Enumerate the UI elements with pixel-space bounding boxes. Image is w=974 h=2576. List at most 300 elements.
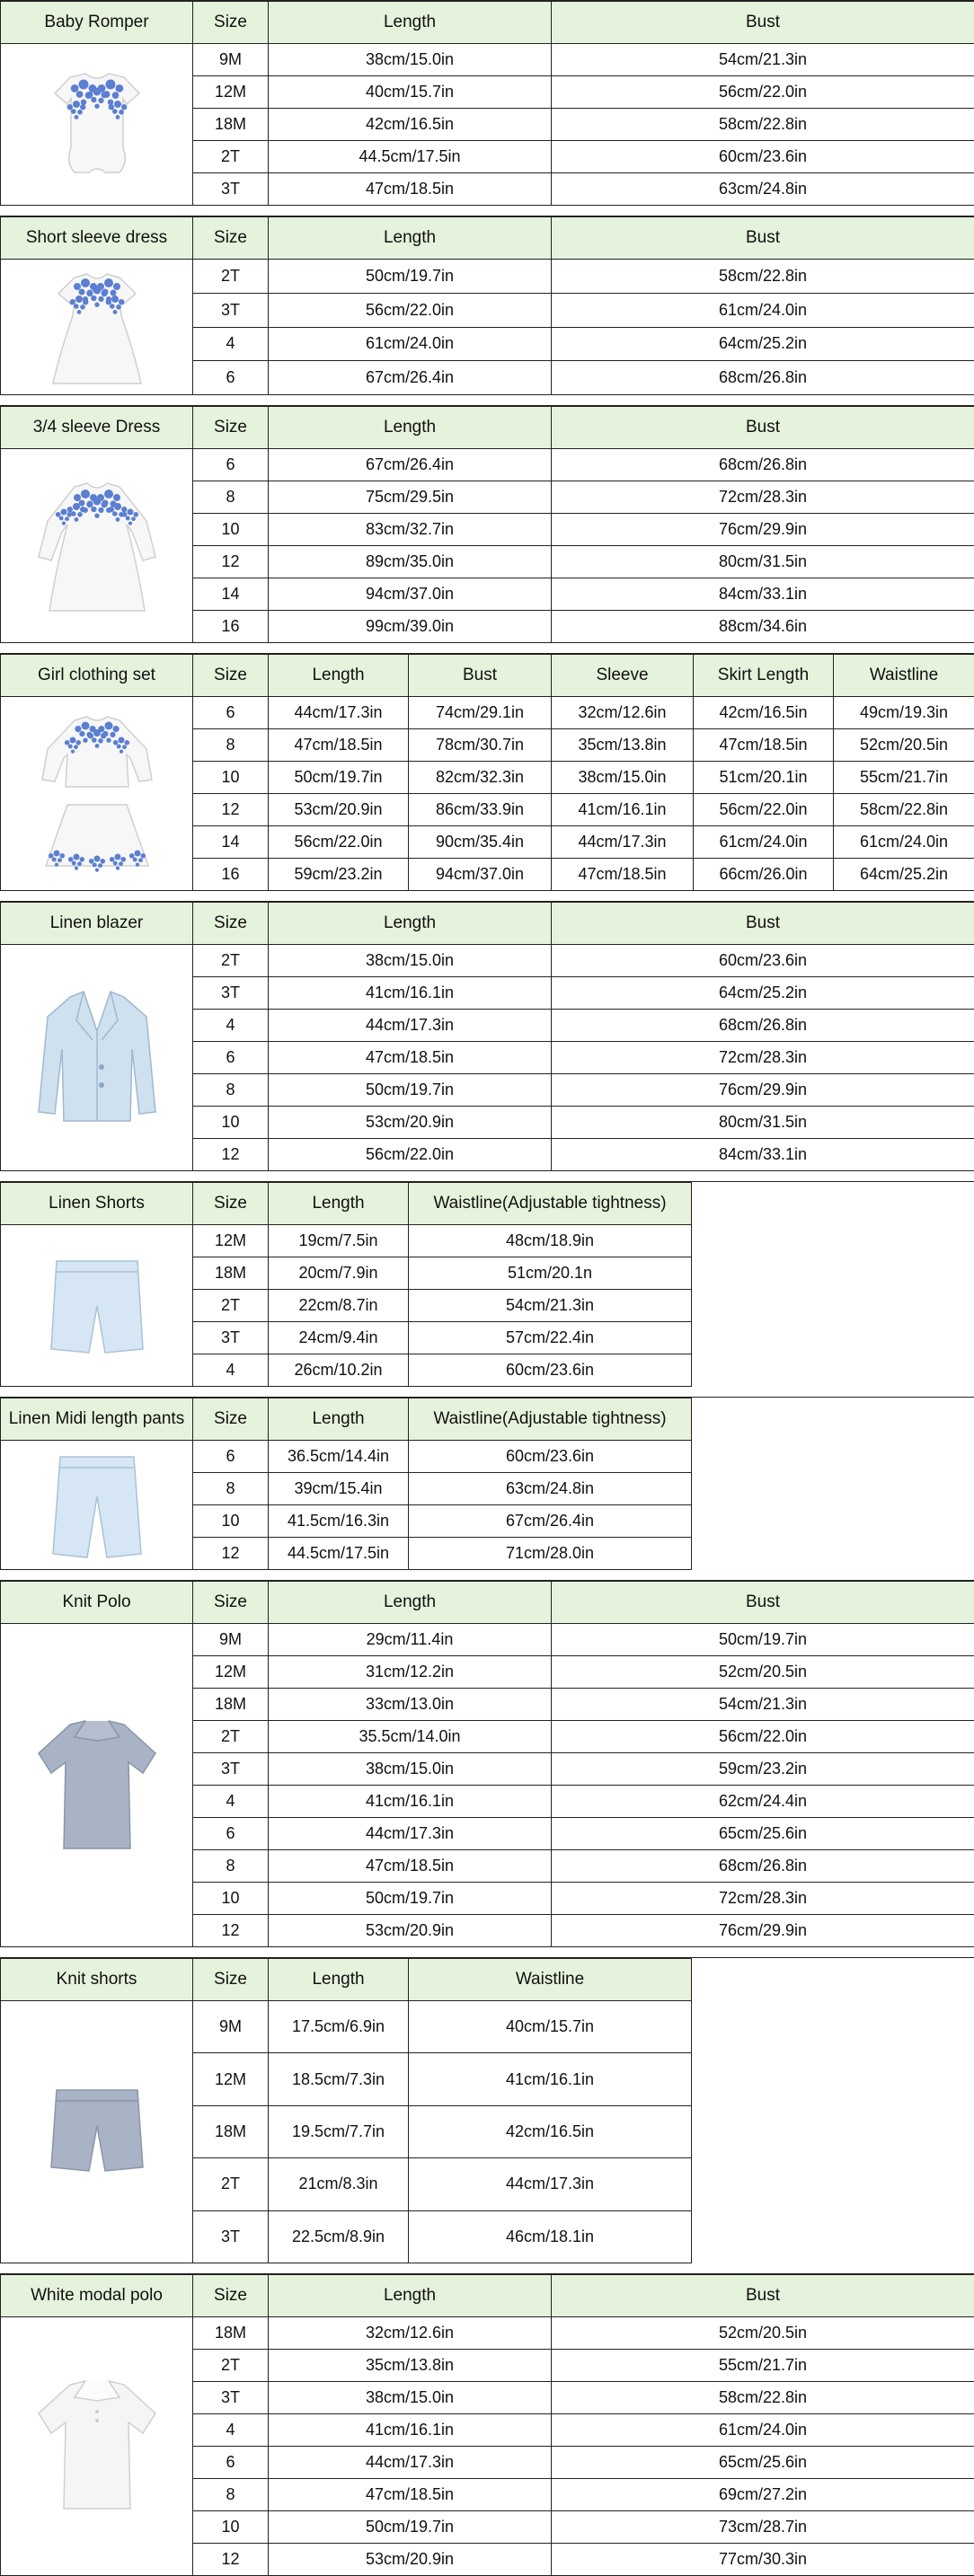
size-cell: 12 <box>193 2543 269 2575</box>
measurement-cell: 64cm/25.2in <box>552 977 974 1010</box>
section-divider <box>0 395 974 405</box>
product-name: Girl clothing set <box>1 655 193 697</box>
size-cell: 6 <box>193 697 269 729</box>
measurement-cell: 58cm/22.8in <box>552 109 974 141</box>
measurement-cell: 61cm/24.0in <box>552 2413 974 2446</box>
measurement-cell: 88cm/34.6in <box>552 611 974 643</box>
product-name: Linen Shorts <box>1 1183 193 1225</box>
size-table <box>0 1958 974 2263</box>
measurement-cell: 47cm/18.5in <box>269 1850 552 1883</box>
size-cell: 4 <box>193 2413 269 2446</box>
size-cell: 3T <box>193 2381 269 2413</box>
table-row <box>1 1441 974 1473</box>
size-cell: 10 <box>193 762 269 794</box>
size-table-section <box>0 0 974 206</box>
column-header: Waistline(Adjustable tightness) <box>409 1183 692 1225</box>
column-header: Waistline <box>834 655 974 697</box>
column-header: Size <box>193 655 269 697</box>
measurement-cell: 72cm/28.3in <box>552 1883 974 1915</box>
measurement-cell: 78cm/30.7in <box>409 729 552 762</box>
measurement-cell: 42cm/16.5in <box>694 697 834 729</box>
size-table <box>0 654 974 891</box>
size-cell: 12M <box>193 2053 269 2105</box>
measurement-cell: 52cm/20.5in <box>552 2316 974 2349</box>
size-cell: 18M <box>193 2105 269 2157</box>
size-cell: 10 <box>193 514 269 546</box>
measurement-cell: 52cm/20.5in <box>552 1656 974 1689</box>
measurement-cell: 44cm/17.3in <box>269 1818 552 1850</box>
measurement-cell: 51cm/20.1n <box>409 1257 692 1290</box>
size-cell: 9M <box>193 44 269 76</box>
measurement-cell: 61cm/24.0in <box>269 327 552 361</box>
measurement-cell: 82cm/32.3in <box>409 762 552 794</box>
measurement-cell: 44cm/17.3in <box>269 1010 552 1042</box>
measurement-cell: 72cm/28.3in <box>552 481 974 514</box>
column-header: Waistline(Adjustable tightness) <box>409 1398 692 1441</box>
measurement-cell: 83cm/32.7in <box>269 514 552 546</box>
measurement-cell: 50cm/19.7in <box>269 260 552 294</box>
measurement-cell: 47cm/18.5in <box>269 173 552 206</box>
size-cell: 12 <box>193 794 269 826</box>
size-table-section <box>0 653 974 891</box>
product-name: Linen Midi length pants <box>1 1398 193 1441</box>
measurement-cell: 61cm/24.0in <box>834 826 974 859</box>
measurement-cell: 35.5cm/14.0in <box>269 1721 552 1753</box>
table-header-row <box>1 1959 974 2001</box>
size-cell: 12 <box>193 546 269 578</box>
size-cell: 4 <box>193 1010 269 1042</box>
table-row <box>1 1624 974 1656</box>
measurement-cell: 41.5cm/16.3in <box>269 1505 409 1538</box>
measurement-cell: 33cm/13.0in <box>269 1689 552 1721</box>
section-divider <box>0 1387 974 1397</box>
measurement-cell: 64cm/25.2in <box>834 859 974 891</box>
size-cell: 12 <box>193 1538 269 1570</box>
girl-clothing-set-illustration <box>1 697 193 891</box>
measurement-cell: 47cm/18.5in <box>269 729 409 762</box>
measurement-cell: 50cm/19.7in <box>269 1883 552 1915</box>
measurement-cell: 47cm/18.5in <box>269 2478 552 2510</box>
product-name: 3/4 sleeve Dress <box>1 407 193 449</box>
measurement-cell: 56cm/22.0in <box>552 76 974 109</box>
measurement-cell: 47cm/18.5in <box>694 729 834 762</box>
table-header-row <box>1 1582 974 1624</box>
column-header: Length <box>269 1398 409 1441</box>
measurement-cell: 41cm/16.1in <box>552 794 694 826</box>
size-cell: 6 <box>193 449 269 481</box>
size-cell: 3T <box>193 977 269 1010</box>
product-name: Linen blazer <box>1 903 193 945</box>
measurement-cell: 67cm/26.4in <box>409 1505 692 1538</box>
table-row <box>1 260 974 294</box>
measurement-cell: 40cm/15.7in <box>269 76 552 109</box>
linen-midi-pants-illustration <box>1 1441 193 1570</box>
size-cell: 12M <box>193 1225 269 1257</box>
measurement-cell: 80cm/31.5in <box>552 546 974 578</box>
measurement-cell: 49cm/19.3in <box>834 697 974 729</box>
size-cell: 2T <box>193 945 269 977</box>
measurement-cell: 59cm/23.2in <box>552 1753 974 1786</box>
measurement-cell: 77cm/30.3in <box>552 2543 974 2575</box>
measurement-cell: 41cm/16.1in <box>269 2413 552 2446</box>
size-table <box>0 1398 974 1570</box>
column-header: Length <box>269 1582 552 1624</box>
linen-blazer-illustration <box>1 945 193 1171</box>
column-header: Bust <box>552 217 974 260</box>
size-table-section <box>0 901 974 1171</box>
measurement-cell: 84cm/33.1in <box>552 578 974 611</box>
measurement-cell: 44cm/17.3in <box>269 697 409 729</box>
table-row <box>1 945 974 977</box>
column-header: Size <box>193 217 269 260</box>
measurement-cell: 36.5cm/14.4in <box>269 1441 409 1473</box>
column-header: Length <box>269 407 552 449</box>
measurement-cell: 39cm/15.4in <box>269 1473 409 1505</box>
size-cell: 14 <box>193 826 269 859</box>
linen-shorts-illustration <box>1 1225 193 1387</box>
measurement-cell: 60cm/23.6in <box>409 1441 692 1473</box>
measurement-cell: 26cm/10.2in <box>269 1354 409 1387</box>
column-header: Skirt Length <box>694 655 834 697</box>
table-header-row <box>1 407 974 449</box>
size-cell: 10 <box>193 1883 269 1915</box>
column-header: Length <box>269 217 552 260</box>
column-header: Size <box>193 407 269 449</box>
size-cell: 2T <box>193 2349 269 2381</box>
measurement-cell: 53cm/20.9in <box>269 1107 552 1139</box>
section-divider <box>0 1947 974 1957</box>
size-cell: 3T <box>193 293 269 327</box>
measurement-cell: 38cm/15.0in <box>269 945 552 977</box>
measurement-cell: 63cm/24.8in <box>409 1473 692 1505</box>
section-divider <box>0 1171 974 1181</box>
measurement-cell: 47cm/18.5in <box>552 859 694 891</box>
column-header: Length <box>269 2274 552 2316</box>
table-row <box>1 2316 974 2349</box>
size-cell: 4 <box>193 327 269 361</box>
section-divider <box>0 2263 974 2273</box>
measurement-cell: 29cm/11.4in <box>269 1624 552 1656</box>
measurement-cell: 68cm/26.8in <box>552 1010 974 1042</box>
measurement-cell: 76cm/29.9in <box>552 1915 974 1947</box>
table-row <box>1 697 974 729</box>
measurement-cell: 19.5cm/7.7in <box>269 2105 409 2157</box>
table-header-row <box>1 655 974 697</box>
measurement-cell: 61cm/24.0in <box>694 826 834 859</box>
measurement-cell: 59cm/23.2in <box>269 859 409 891</box>
column-header: Bust <box>552 2274 974 2316</box>
measurement-cell: 18.5cm/7.3in <box>269 2053 409 2105</box>
measurement-cell: 76cm/29.9in <box>552 514 974 546</box>
column-header: Size <box>193 1398 269 1441</box>
size-table-section <box>0 1397 974 1570</box>
measurement-cell: 17.5cm/6.9in <box>269 2001 409 2053</box>
knit-polo-illustration <box>1 1624 193 1947</box>
size-cell: 10 <box>193 1505 269 1538</box>
measurement-cell: 44.5cm/17.5in <box>269 141 552 173</box>
size-cell: 3T <box>193 1322 269 1354</box>
size-cell: 6 <box>193 1042 269 1074</box>
measurement-cell: 38cm/15.0in <box>269 44 552 76</box>
measurement-cell: 90cm/35.4in <box>409 826 552 859</box>
measurement-cell: 54cm/21.3in <box>552 1689 974 1721</box>
measurement-cell: 41cm/16.1in <box>409 2053 692 2105</box>
size-cell: 10 <box>193 1107 269 1139</box>
size-cell: 6 <box>193 1441 269 1473</box>
size-table-section <box>0 1181 974 1387</box>
measurement-cell: 50cm/19.7in <box>269 2510 552 2543</box>
measurement-cell: 62cm/24.4in <box>552 1786 974 1818</box>
measurement-cell: 32cm/12.6in <box>269 2316 552 2349</box>
measurement-cell: 42cm/16.5in <box>269 109 552 141</box>
size-cell: 6 <box>193 2446 269 2478</box>
three-quarter-sleeve-dress-illustration <box>1 449 193 643</box>
column-header: Size <box>193 1582 269 1624</box>
column-header: Size <box>193 2 269 44</box>
measurement-cell: 21cm/8.3in <box>269 2158 409 2210</box>
size-table <box>0 902 974 1171</box>
size-cell: 4 <box>193 1354 269 1387</box>
column-header: Bust <box>552 2 974 44</box>
measurement-cell: 58cm/22.8in <box>552 2381 974 2413</box>
size-table <box>0 1182 974 1387</box>
measurement-cell: 75cm/29.5in <box>269 481 552 514</box>
table-row <box>1 2001 974 2053</box>
size-cell: 2T <box>193 1721 269 1753</box>
white-modal-polo-illustration <box>1 2316 193 2575</box>
section-divider <box>0 891 974 901</box>
measurement-cell: 60cm/23.6in <box>552 141 974 173</box>
measurement-cell: 50cm/19.7in <box>552 1624 974 1656</box>
measurement-cell: 24cm/9.4in <box>269 1322 409 1354</box>
size-cell: 12 <box>193 1915 269 1947</box>
size-table <box>0 1581 974 1947</box>
column-header: Size <box>193 1183 269 1225</box>
measurement-cell: 31cm/12.2in <box>269 1656 552 1689</box>
measurement-cell: 20cm/7.9in <box>269 1257 409 1290</box>
size-cell: 8 <box>193 1473 269 1505</box>
measurement-cell: 51cm/20.1in <box>694 762 834 794</box>
measurement-cell: 22.5cm/8.9in <box>269 2210 409 2263</box>
measurement-cell: 47cm/18.5in <box>269 1042 552 1074</box>
measurement-cell: 58cm/22.8in <box>552 260 974 294</box>
size-table-section <box>0 1580 974 1947</box>
size-cell: 2T <box>193 260 269 294</box>
size-table <box>0 2274 974 2576</box>
measurement-cell: 42cm/16.5in <box>409 2105 692 2157</box>
measurement-cell: 50cm/19.7in <box>269 762 409 794</box>
size-table-section <box>0 1957 974 2263</box>
measurement-cell: 72cm/28.3in <box>552 1042 974 1074</box>
size-cell: 6 <box>193 1818 269 1850</box>
measurement-cell: 44.5cm/17.5in <box>269 1538 409 1570</box>
column-header: Bust <box>409 655 552 697</box>
table-header-row <box>1 2 974 44</box>
size-cell: 14 <box>193 578 269 611</box>
column-header: Bust <box>552 407 974 449</box>
size-table <box>0 406 974 643</box>
size-cell: 18M <box>193 2316 269 2349</box>
size-cell: 3T <box>193 173 269 206</box>
measurement-cell: 56cm/22.0in <box>694 794 834 826</box>
size-table <box>0 1 974 206</box>
column-header: Length <box>269 655 409 697</box>
size-cell: 4 <box>193 1786 269 1818</box>
measurement-cell: 44cm/17.3in <box>269 2446 552 2478</box>
product-name: Knit Polo <box>1 1582 193 1624</box>
measurement-cell: 69cm/27.2in <box>552 2478 974 2510</box>
size-cell: 18M <box>193 109 269 141</box>
measurement-cell: 65cm/25.6in <box>552 1818 974 1850</box>
measurement-cell: 53cm/20.9in <box>269 1915 552 1947</box>
measurement-cell: 68cm/26.8in <box>552 449 974 481</box>
size-cell: 3T <box>193 1753 269 1786</box>
measurement-cell: 48cm/18.9in <box>409 1225 692 1257</box>
measurement-cell: 56cm/22.0in <box>269 826 409 859</box>
measurement-cell: 41cm/16.1in <box>269 977 552 1010</box>
size-cell: 16 <box>193 611 269 643</box>
measurement-cell: 58cm/22.8in <box>834 794 974 826</box>
size-cell: 8 <box>193 2478 269 2510</box>
size-cell: 2T <box>193 1290 269 1322</box>
measurement-cell: 65cm/25.6in <box>552 2446 974 2478</box>
product-name: Baby Romper <box>1 2 193 44</box>
measurement-cell: 56cm/22.0in <box>269 293 552 327</box>
measurement-cell: 38cm/15.0in <box>552 762 694 794</box>
table-header-row <box>1 217 974 260</box>
size-cell: 16 <box>193 859 269 891</box>
measurement-cell: 60cm/23.6in <box>409 1354 692 1387</box>
measurement-cell: 41cm/16.1in <box>269 1786 552 1818</box>
size-cell: 8 <box>193 1074 269 1107</box>
table-header-row <box>1 2274 974 2316</box>
measurement-cell: 89cm/35.0in <box>269 546 552 578</box>
size-cell: 9M <box>193 2001 269 2053</box>
column-header: Bust <box>552 1582 974 1624</box>
measurement-cell: 73cm/28.7in <box>552 2510 974 2543</box>
column-header: Sleeve <box>552 655 694 697</box>
size-cell: 10 <box>193 2510 269 2543</box>
measurement-cell: 63cm/24.8in <box>552 173 974 206</box>
column-header: Length <box>269 1959 409 2001</box>
size-cell: 18M <box>193 1689 269 1721</box>
measurement-cell: 38cm/15.0in <box>269 2381 552 2413</box>
size-cell: 12M <box>193 1656 269 1689</box>
column-header: Bust <box>552 903 974 945</box>
size-cell: 6 <box>193 361 269 395</box>
measurement-cell: 60cm/23.6in <box>552 945 974 977</box>
column-header: Length <box>269 1183 409 1225</box>
measurement-cell: 52cm/20.5in <box>834 729 974 762</box>
product-name: Knit shorts <box>1 1959 193 2001</box>
knit-shorts-illustration <box>1 2001 193 2263</box>
product-name: Short sleeve dress <box>1 217 193 260</box>
size-table-section <box>0 216 974 395</box>
size-cell: 2T <box>193 2158 269 2210</box>
measurement-cell: 57cm/22.4in <box>409 1322 692 1354</box>
table-row <box>1 44 974 76</box>
measurement-cell: 68cm/26.8in <box>552 1850 974 1883</box>
baby-romper-illustration <box>1 44 193 206</box>
measurement-cell: 35cm/13.8in <box>269 2349 552 2381</box>
measurement-cell: 44cm/17.3in <box>409 2158 692 2210</box>
measurement-cell: 50cm/19.7in <box>269 1074 552 1107</box>
product-name: White modal polo <box>1 2274 193 2316</box>
column-header: Length <box>269 903 552 945</box>
section-divider <box>0 643 974 653</box>
size-cell: 2T <box>193 141 269 173</box>
measurement-cell: 53cm/20.9in <box>269 2543 552 2575</box>
size-cell: 9M <box>193 1624 269 1656</box>
table-row <box>1 1225 974 1257</box>
column-header: Waistline <box>409 1959 692 2001</box>
column-header: Size <box>193 903 269 945</box>
measurement-cell: 54cm/21.3in <box>552 44 974 76</box>
measurement-cell: 99cm/39.0in <box>269 611 552 643</box>
measurement-cell: 67cm/26.4in <box>269 361 552 395</box>
measurement-cell: 46cm/18.1in <box>409 2210 692 2263</box>
measurement-cell: 53cm/20.9in <box>269 794 409 826</box>
section-divider <box>0 206 974 216</box>
table-header-row <box>1 1398 974 1441</box>
measurement-cell: 35cm/13.8in <box>552 729 694 762</box>
size-table <box>0 216 974 395</box>
measurement-cell: 54cm/21.3in <box>409 1290 692 1322</box>
measurement-cell: 56cm/22.0in <box>269 1139 552 1171</box>
measurement-cell: 68cm/26.8in <box>552 361 974 395</box>
measurement-cell: 80cm/31.5in <box>552 1107 974 1139</box>
table-header-row <box>1 903 974 945</box>
size-cell: 8 <box>193 729 269 762</box>
size-table-section <box>0 2273 974 2576</box>
measurement-cell: 71cm/28.0in <box>409 1538 692 1570</box>
measurement-cell: 67cm/26.4in <box>269 449 552 481</box>
measurement-cell: 55cm/21.7in <box>834 762 974 794</box>
size-cell: 12 <box>193 1139 269 1171</box>
measurement-cell: 38cm/15.0in <box>269 1753 552 1786</box>
size-cell: 8 <box>193 481 269 514</box>
measurement-cell: 94cm/37.0in <box>409 859 552 891</box>
measurement-cell: 61cm/24.0in <box>552 293 974 327</box>
measurement-cell: 84cm/33.1in <box>552 1139 974 1171</box>
measurement-cell: 32cm/12.6in <box>552 697 694 729</box>
measurement-cell: 22cm/8.7in <box>269 1290 409 1322</box>
short-sleeve-dress-illustration <box>1 260 193 395</box>
measurement-cell: 86cm/33.9in <box>409 794 552 826</box>
measurement-cell: 94cm/37.0in <box>269 578 552 611</box>
column-header: Size <box>193 2274 269 2316</box>
column-header: Length <box>269 2 552 44</box>
measurement-cell: 74cm/29.1in <box>409 697 552 729</box>
measurement-cell: 76cm/29.9in <box>552 1074 974 1107</box>
size-table-section <box>0 405 974 643</box>
size-cell: 18M <box>193 1257 269 1290</box>
size-cell: 8 <box>193 1850 269 1883</box>
measurement-cell: 64cm/25.2in <box>552 327 974 361</box>
measurement-cell: 56cm/22.0in <box>552 1721 974 1753</box>
measurement-cell: 66cm/26.0in <box>694 859 834 891</box>
size-cell: 3T <box>193 2210 269 2263</box>
measurement-cell: 40cm/15.7in <box>409 2001 692 2053</box>
measurement-cell: 55cm/21.7in <box>552 2349 974 2381</box>
table-row <box>1 449 974 481</box>
size-cell: 12M <box>193 76 269 109</box>
column-header: Size <box>193 1959 269 2001</box>
section-divider <box>0 1570 974 1580</box>
measurement-cell: 19cm/7.5in <box>269 1225 409 1257</box>
table-header-row <box>1 1183 974 1225</box>
measurement-cell: 44cm/17.3in <box>552 826 694 859</box>
